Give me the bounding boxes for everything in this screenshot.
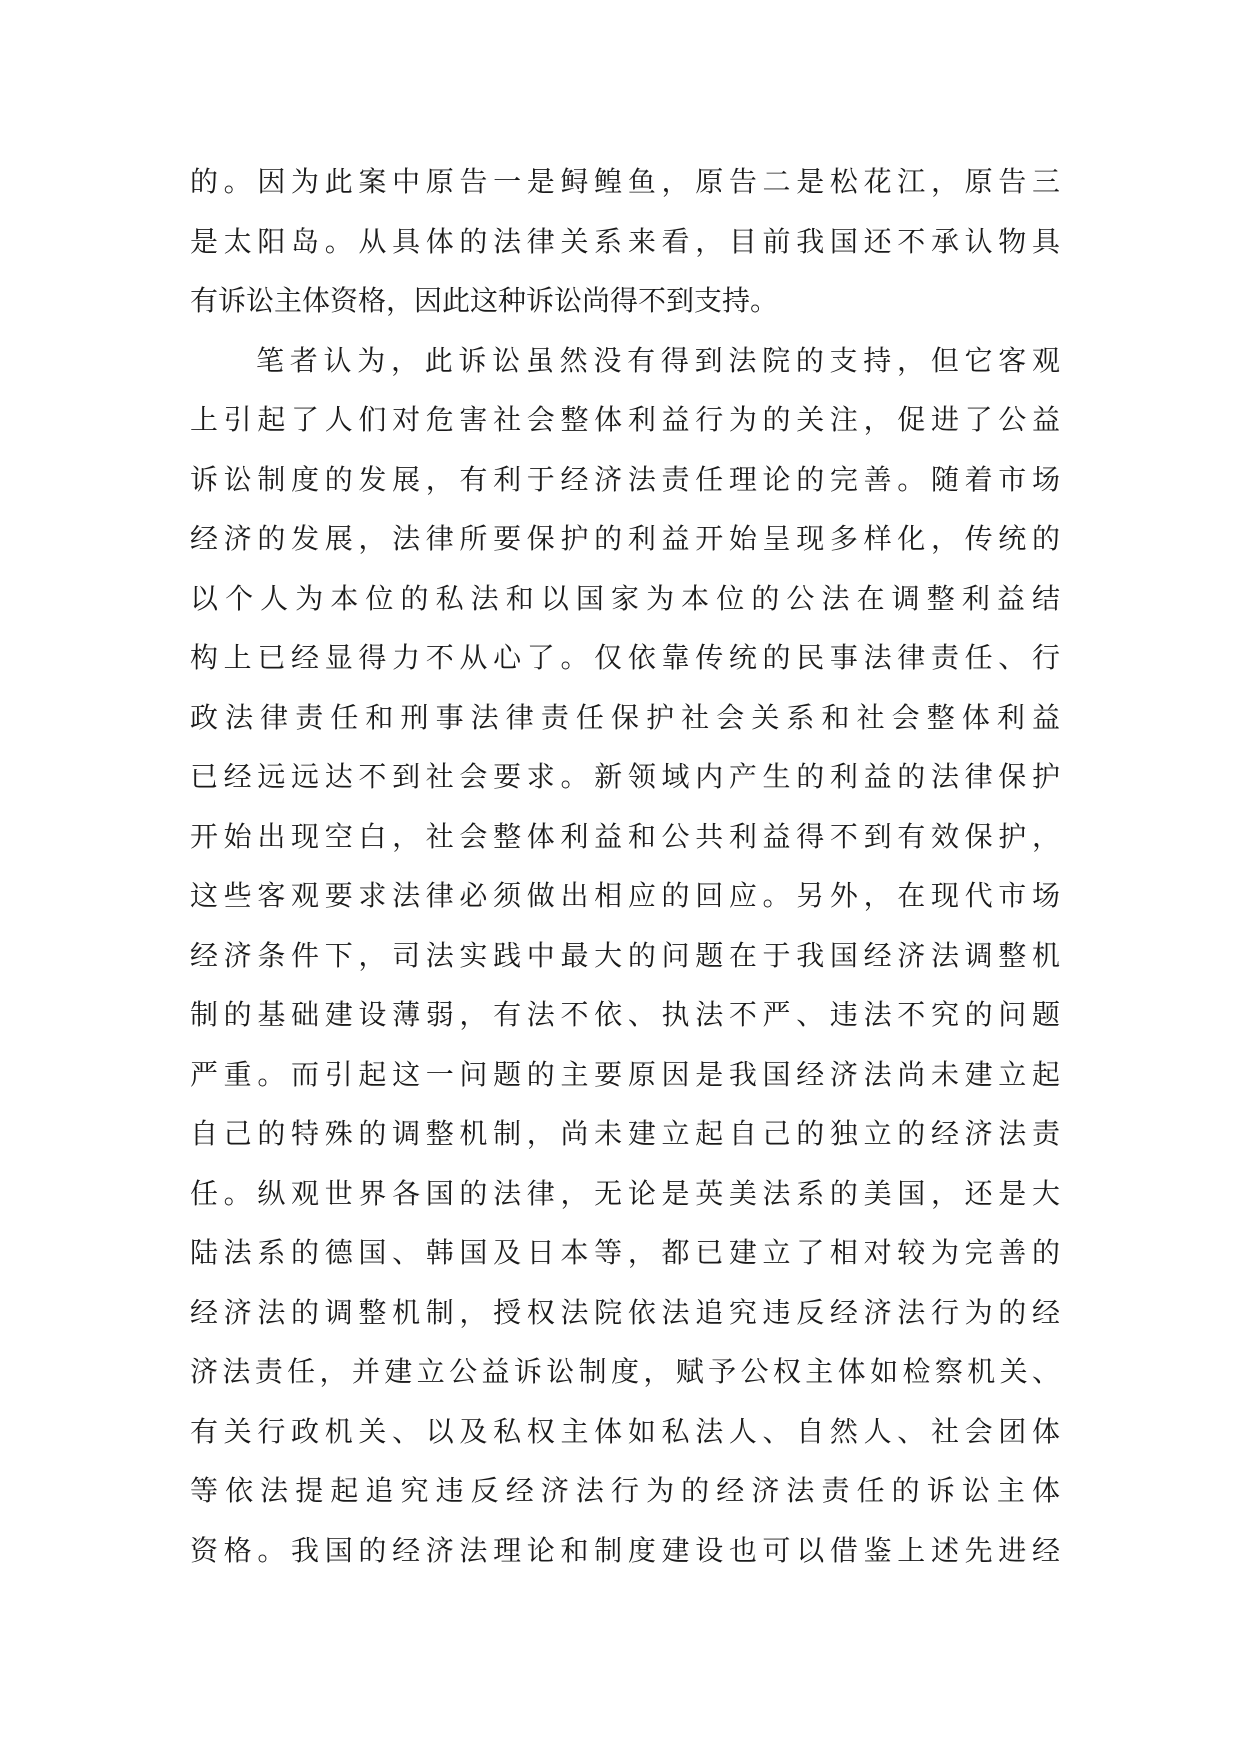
- text-line-16: 严重。而引起这一问题的主要原因是我国经济法尚未建立起: [190, 1057, 1060, 1091]
- text-line-21: 济法责任，并建立公益诉讼制度，赋予公权主体如检察机关、: [190, 1355, 1060, 1388]
- text-line-8: 以个人为本位的私法和以国家为本位的公法在调整利益结: [190, 581, 1060, 615]
- text-line-13: 这些客观要求法律必须做出相应的回应。另外，在现代市场: [190, 879, 1060, 912]
- text-line-2: 是太阳岛。从具体的法律关系来看，目前我国还不承认物具: [190, 224, 1060, 258]
- text-line-4: 笔者认为，此诉讼虽然没有得到法院的支持，但它客观: [256, 343, 1060, 377]
- text-line-6: 诉讼制度的发展，有利于经济法责任理论的完善。随着市场: [190, 462, 1060, 496]
- text-line-3: 有诉讼主体资格，因此这种诉讼尚得不到支持。: [190, 284, 779, 317]
- text-line-17: 自己的特殊的调整机制，尚未建立起自己的独立的经济法责: [190, 1117, 1060, 1150]
- text-line-23: 等依法提起追究违反经济法行为的经济法责任的诉讼主体: [190, 1474, 1060, 1507]
- text-line-7: 经济的发展，法律所要保护的利益开始呈现多样化，传统的: [190, 522, 1060, 555]
- text-line-20: 经济法的调整机制，授权法院依法追究违反经济法行为的经: [190, 1295, 1060, 1329]
- text-line-14: 经济条件下，司法实践中最大的问题在于我国经济法调整机: [190, 938, 1060, 972]
- body-text: [190, 152, 1060, 1580]
- text-line-11: 已经远远达不到社会要求。新领域内产生的利益的法律保护: [190, 760, 1060, 793]
- text-line-22: 有关行政机关、以及私权主体如私法人、自然人、社会团体: [190, 1414, 1060, 1448]
- text-line-15: 制的基础建设薄弱，有法不依、执法不严、违法不究的问题: [190, 998, 1060, 1031]
- text-line-9: 构上已经显得力不从心了。仅依靠传统的民事法律责任、行: [190, 641, 1060, 674]
- text-line-1: 的。因为此案中原告一是鲟鳇鱼，原告二是松花江，原告三: [190, 165, 1060, 198]
- text-line-24: 资格。我国的经济法理论和制度建设也可以借鉴上述先进经: [190, 1533, 1060, 1567]
- text-line-10: 政法律责任和刑事法律责任保护社会关系和社会整体利益: [190, 700, 1060, 734]
- text-line-18: 任。纵观世界各国的法律，无论是英美法系的美国，还是大: [190, 1176, 1060, 1210]
- text-line-5: 上引起了人们对危害社会整体利益行为的关注，促进了公益: [190, 403, 1060, 436]
- text-line-19: 陆法系的德国、韩国及日本等，都已建立了相对较为完善的: [190, 1236, 1060, 1269]
- text-line-12: 开始出现空白，社会整体利益和公共利益得不到有效保护，: [190, 819, 1060, 853]
